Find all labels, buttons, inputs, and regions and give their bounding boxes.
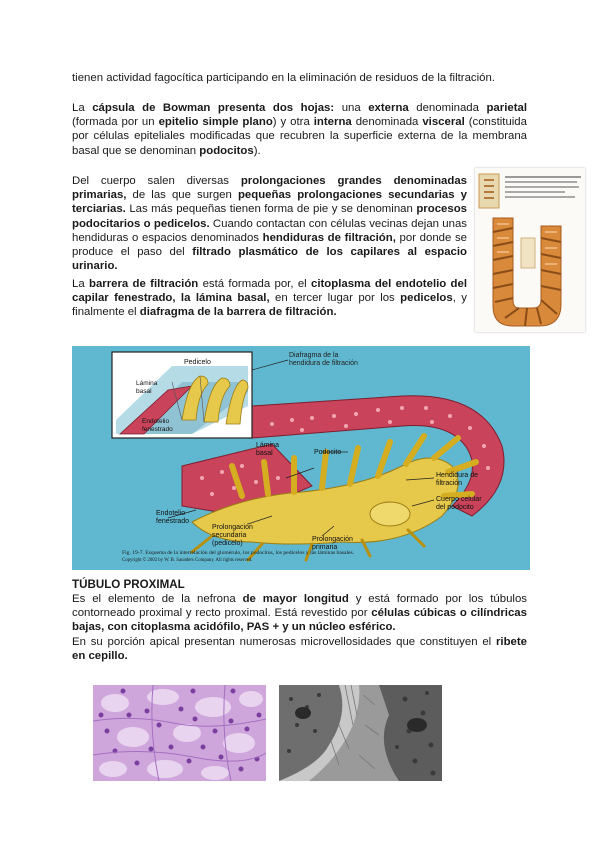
label-endotelio: Endotelio fenestrado xyxy=(156,510,190,525)
label-podocito: Podocito xyxy=(314,449,342,456)
paragraph-intro: tienen actividad fagocítica participando en la eliminación de residuos de la filtración. xyxy=(72,72,495,84)
text-segment: Del cuerpo salen diversas xyxy=(72,175,241,187)
label-endotelio-inset: Endotelio fenestrado xyxy=(142,418,173,433)
text-segment: de las que surgen xyxy=(126,189,238,202)
figure-caption: Fig. 19-7. Esquema de la interrelación del glomérulo, los podocitos, los pedicelos y las láminas basales. xyxy=(122,550,355,556)
text-segment: , y finalmente el xyxy=(72,292,467,319)
text-segment: La xyxy=(72,278,89,290)
text-segment: y está formado por los túbulos contorneado proximal y recto proximal. Está revestido por xyxy=(72,593,527,620)
bold-segment: podocitos xyxy=(199,144,254,157)
text-segment: En su porción apical presentan numerosas microvellosidades que constituyen el xyxy=(72,636,496,648)
text-segment: en tercer lugar por los xyxy=(269,292,401,305)
label-hendidura: Hendidura de filtración xyxy=(436,472,479,487)
bold-segment: cápsula de Bowman presenta dos hojas: xyxy=(92,102,335,114)
text-segment: por donde se produce el paso del xyxy=(72,231,467,259)
filtration-barrier-figure xyxy=(72,346,530,570)
bold-segment: de mayor longitud xyxy=(242,593,349,605)
bold-segment: parietal xyxy=(486,102,527,114)
paragraph-prolongaciones xyxy=(72,174,467,273)
electron-micrograph xyxy=(279,685,442,781)
bold-segment: filtrado plasmático de los capilares al espacio urinario. xyxy=(72,246,467,273)
bold-segment: hendiduras de filtración, xyxy=(262,231,396,244)
bold-segment: pedicelos xyxy=(400,292,453,305)
label-prolongacion-primaria: Prolongación primaria xyxy=(312,536,353,551)
section-heading: TÚBULO PROXIMAL xyxy=(72,578,185,591)
bold-segment: citoplasma del endotelio del capilar fenestrado, la lámina basal, xyxy=(72,278,467,305)
label-lamina-basal: Lámina basal xyxy=(256,442,279,457)
paragraph-barrera xyxy=(72,277,467,320)
tubule-illustration xyxy=(475,168,585,332)
paragraph-bowman-capsule xyxy=(72,101,527,158)
paragraph-tubulo-proximal xyxy=(72,592,527,635)
label-pedicelo-inset: Pedicelo xyxy=(184,359,211,366)
he-micrograph xyxy=(93,685,266,781)
text-segment: Cuando contactan con células vecinas dejan unas hendiduras o espacios denominados xyxy=(72,217,467,244)
text-segment: está formada por, el xyxy=(198,278,312,290)
text-segment: ) y otra xyxy=(272,116,314,129)
bold-segment: células cúbicas o cilíndricas bajas, con citoplasma acidófilo, PAS + y un núcleo esférico. xyxy=(72,607,527,634)
text-segment: una xyxy=(334,102,369,114)
bold-segment: pequeñas prolongaciones secundarias y terciarias. xyxy=(72,189,468,216)
paragraph-ribete xyxy=(72,635,527,663)
bold-segment: interna xyxy=(313,116,352,129)
text-segment: (constituida por células epiteliales modificadas que recubren la superficie externa de la membrana basal que se denominan xyxy=(72,116,527,157)
text-segment: denominada xyxy=(351,116,423,129)
bold-segment: diafragma de la barrera de filtración. xyxy=(139,306,337,319)
bold-segment: procesos podocitarios o pedicelos. xyxy=(72,203,467,230)
label-prolongacion-secundaria: Prolongación secundaria (pedicelo) xyxy=(212,524,253,547)
figure-copyright: Copyright © 2002 by W. B. Saunders Company. All rights reserved. xyxy=(122,558,253,563)
label-lamina-basal-inset: Lámina basal xyxy=(136,380,158,395)
text-segment: denominada xyxy=(408,102,487,114)
bold-segment: externa xyxy=(368,102,409,114)
bold-segment: epitelio simple plano xyxy=(158,116,273,129)
text-segment: Las más pequeñas tienen forma de pie y se denominan xyxy=(125,203,417,216)
text-segment: ). xyxy=(253,144,261,157)
bold-segment: visceral xyxy=(422,116,465,129)
text-segment: La xyxy=(72,102,93,114)
bold-segment: barrera de filtración xyxy=(88,278,199,290)
bold-segment: ribete en cepillo. xyxy=(72,636,527,663)
label-diafragma: Diafragma de la hendidura de filtración xyxy=(289,352,358,367)
text-segment: (formada por un xyxy=(72,116,159,129)
label-cuerpo: Cuerpo celular del podocito xyxy=(436,496,482,511)
bold-segment: prolongaciones grandes denominadas primarias, xyxy=(72,175,467,202)
text-segment: Es el elemento de la nefrona xyxy=(72,593,243,605)
